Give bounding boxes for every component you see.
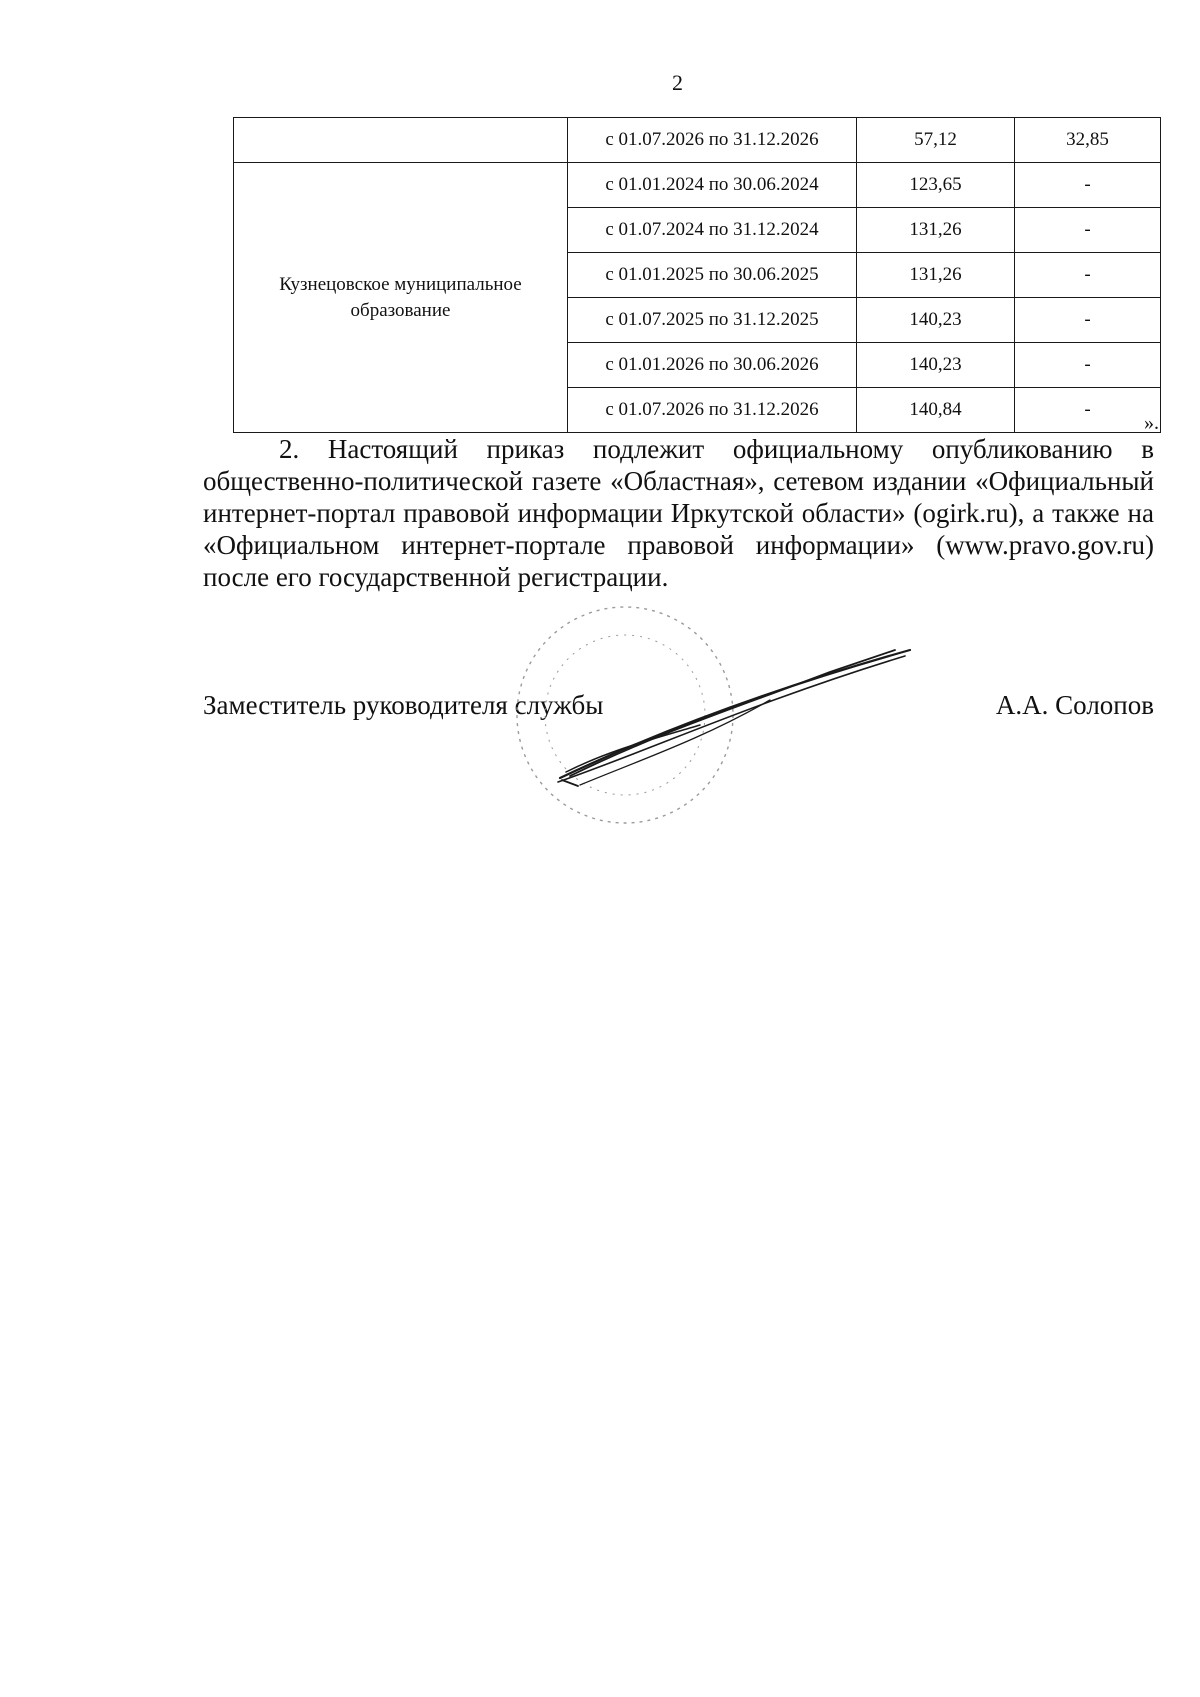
table-row <box>234 163 1161 208</box>
table-cell-period: с 01.07.2026 по 31.12.2026 <box>568 388 857 433</box>
table-cell-value1: 123,65 <box>857 163 1015 208</box>
table-cell-value2: - <box>1015 298 1161 343</box>
municipality-name-cell: Кузнецовское муниципальное образование <box>234 163 568 433</box>
table-cell-period: с 01.01.2024 по 30.06.2024 <box>568 163 857 208</box>
publication-paragraph: 2. Настоящий приказ подлежит официальному опубликованию в общественно-политической газете «Областная», сетевом издании «Официальный интернет-портал правовой информации Иркутской области» (ogirk.ru), а также на «Официальном интернет-портале правовой информации» (www.pravo.gov.ru) после его государственной регистрации. <box>203 434 1154 592</box>
table-cell-value2: - <box>1015 253 1161 298</box>
table-cell-value1: 140,84 <box>857 388 1015 433</box>
signer-name: А.А. Солопов <box>995 690 1154 720</box>
table-cell-value1: 140,23 <box>857 343 1015 388</box>
table-cell-period: с 01.01.2025 по 30.06.2025 <box>568 253 857 298</box>
table-cell-value1: 57,12 <box>857 118 1015 163</box>
page-number: 2 <box>672 70 683 95</box>
table-cell-period: с 01.07.2024 по 31.12.2024 <box>568 208 857 253</box>
stamp-and-signature-image <box>500 600 960 850</box>
table-cell-value1: 131,26 <box>857 208 1015 253</box>
table-cell-empty <box>234 118 568 163</box>
table-cell-period: с 01.07.2026 по 31.12.2026 <box>568 118 857 163</box>
tariff-table <box>233 117 1161 433</box>
table-cell-value2: - <box>1015 343 1161 388</box>
table-row <box>234 118 1161 163</box>
table-closing-quote: ». <box>1144 412 1159 434</box>
signer-title: Заместитель руководителя службы <box>203 690 604 720</box>
table-cell-value1: 131,26 <box>857 253 1015 298</box>
table-cell-value2: - <box>1015 163 1161 208</box>
table-cell-value2: - <box>1015 208 1161 253</box>
table-cell-period: с 01.01.2026 по 30.06.2026 <box>568 343 857 388</box>
table-cell-value1: 140,23 <box>857 298 1015 343</box>
table-cell-value2: 32,85 <box>1015 118 1161 163</box>
stamp-icon <box>517 607 733 823</box>
table-cell-value2: - <box>1015 388 1161 433</box>
handwritten-signature-icon <box>558 650 910 786</box>
table-cell-period: с 01.07.2025 по 31.12.2025 <box>568 298 857 343</box>
